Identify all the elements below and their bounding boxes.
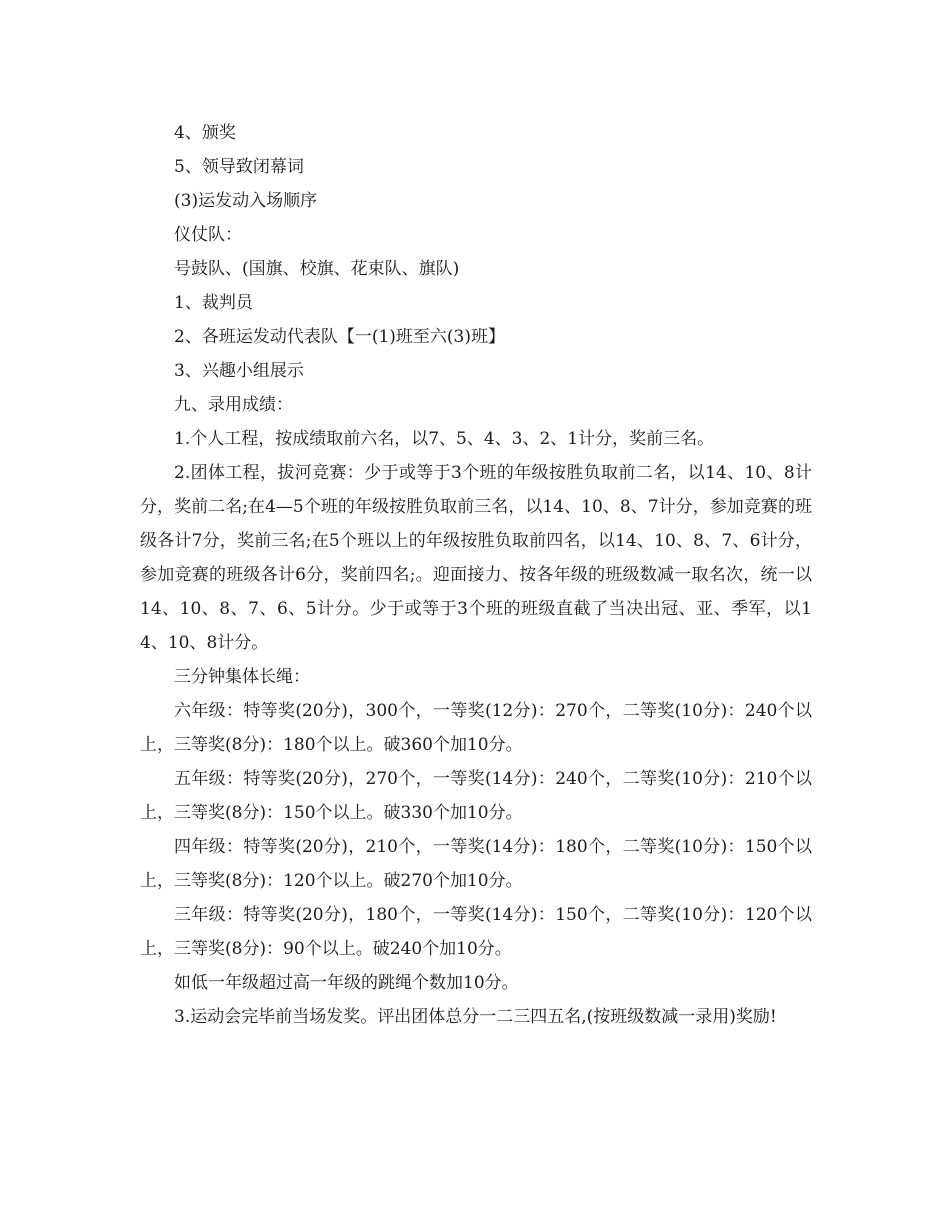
rope-grade-four: 四年级：特等奖(20分)，210个，一等奖(14分)：180个，二等奖(10分)：150个以上，三等奖(8分)：120个以上。破270个加10分。 xyxy=(140,837,812,891)
section-entrance-order: (3)运发动入场顺序 xyxy=(174,191,318,211)
rope-grade-five: 五年级：特等奖(20分)，270个，一等奖(14分)：240个，二等奖(10分)：210个以上，三等奖(8分)：150个以上。破330个加10分。 xyxy=(140,769,812,823)
long-rope-heading: 三分钟集体长绳： xyxy=(174,667,310,687)
rule-award-ceremony: 3.运动会完毕前当场发奖。评出团体总分一二三四五名,(按班级数减一录用)奖励! xyxy=(174,1007,777,1027)
rope-bonus-rule: 如低一年级超过高一年级的跳绳个数加10分。 xyxy=(174,973,519,993)
rule-individual-events: 1.个人工程，按成绩取前六名，以7、5、4、3、2、1计分，奖前三名。 xyxy=(174,429,715,449)
honor-guard-label: 仪仗队： xyxy=(174,225,242,245)
list-item-closing-speech: 5、领导致闭幕词 xyxy=(174,157,304,177)
rule-team-events: 2.团体工程，拔河竞赛：少于或等于3个班的年级按胜负取前二名，以14、10、8计分，奖前二名;在4—5个班的年级按胜负取前三名，以14、10、8、7计分，参加竞赛的班级各计7分，奖前三名;在5个班以上的年级按胜负取前四名，以14、10、8、7、6计分，参加竞赛的班级各计6分，奖前四名;。迎面接力、按各年级的班级数减一取名次，统一以14、10、8、7、6、5计分。少于或等于3个班的班级直截了当决出冠、亚、季军，以14、10、8计分。 xyxy=(140,463,812,653)
drum-team-line: 号鼓队、(国旗、校旗、花束队、旗队) xyxy=(174,259,460,279)
list-item-class-teams: 2、各班运发动代表队【一(1)班至六(3)班】 xyxy=(174,327,505,347)
list-item-award: 4、颁奖 xyxy=(174,123,236,143)
document-body xyxy=(140,116,812,1034)
rope-grade-three: 三年级：特等奖(20分)，180个，一等奖(14分)：150个，二等奖(10分)：120个以上，三等奖(8分)：90个以上。破240个加10分。 xyxy=(140,905,812,959)
section-scoring-heading: 九、录用成绩： xyxy=(174,395,293,415)
list-item-interest-groups: 3、兴趣小组展示 xyxy=(174,361,304,381)
rope-grade-six: 六年级：特等奖(20分)，300个，一等奖(12分)：270个，二等奖(10分)：240个以上，三等奖(8分)：180个以上。破360个加10分。 xyxy=(140,701,812,755)
list-item-referees: 1、裁判员 xyxy=(174,293,253,313)
